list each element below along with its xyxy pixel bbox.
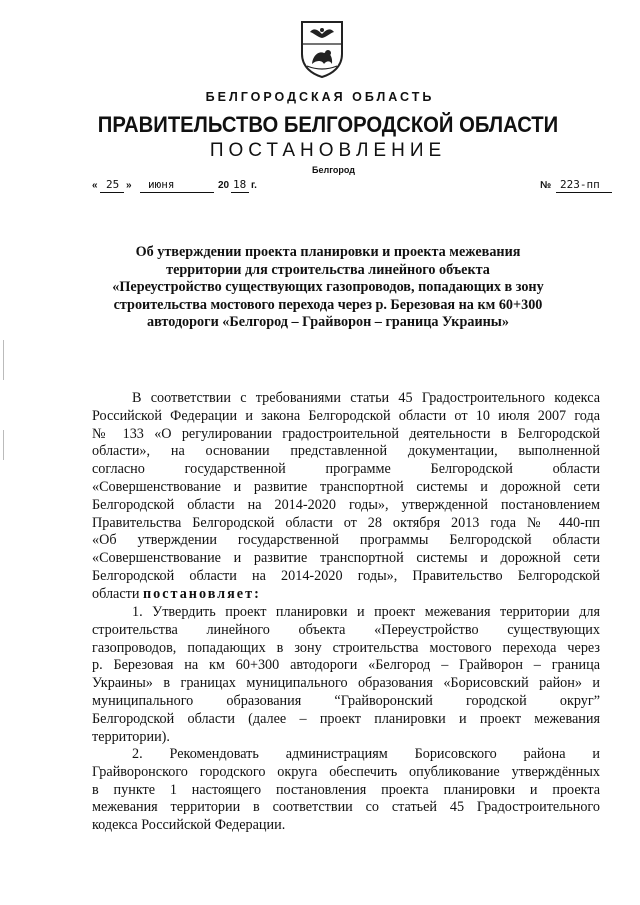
date-month: июня (148, 178, 175, 191)
number-label: № (540, 180, 552, 191)
text-line: «Совершенствование и развитие транспортной системы и дорожной сети (92, 478, 600, 495)
text-fragment: области (92, 585, 140, 602)
date-close-quote: » (126, 180, 132, 191)
title-line: территории для строительства линейного объекта (166, 261, 490, 278)
government-name: ПРАВИТЕЛЬСТВО БЕЛГОРОДСКОЙ ОБЛАСТИ (97, 112, 559, 137)
document-title (100, 244, 556, 332)
text-line: кодекса Российской Федерации. (92, 817, 286, 834)
text-line: Украины» в границах муниципального образования «Борисовский район» и (92, 675, 600, 692)
text-line: «Об утверждении государственной программы Белгородской области (92, 532, 600, 549)
text-line: Белгородской области на 2014-2020 годы», утвержденной постановлением (92, 496, 600, 513)
text-line: 2. Рекомендовать администрациям Борисовского района и (132, 746, 600, 762)
city-name: Белгород (312, 165, 355, 175)
text-line: муниципального образования “Грайворонский городской округ” (92, 692, 600, 709)
text-line: «Совершенствование и развитие транспортной системы и дорожной сети (92, 550, 600, 567)
text-line: газопроводов, попадающих в зону строительства мостового перехода через (92, 639, 600, 656)
resolves-word: постановляет: (142, 585, 261, 602)
text-line: Белгородской области (далее – проект планировки и проект межевания (92, 710, 600, 727)
title-line: «Переустройство существующих газопроводов, попадающих в зону (112, 279, 544, 295)
text-line: 1. Утвердить проект планировки и проект межевания территории для (132, 604, 600, 620)
text-line: Правительства Белгородской области от 28 октября 2013 года № 440-пп (92, 514, 600, 531)
text-line: Белгородской области на 2014-2020 годы», Правительство Белгородской (92, 567, 600, 584)
number-underline (556, 192, 612, 193)
day-underline (100, 192, 124, 193)
document-type: ПОСТАНОВЛЕНИЕ (209, 140, 447, 161)
date-year-suffix: 18 (233, 178, 247, 191)
year-underline (231, 192, 249, 193)
text-line: межевания территории в соответствии со статьей 45 Градостроительного (92, 799, 600, 816)
text-line: области», на основании представленной документации, выполненной (92, 443, 600, 460)
date-open-quote: « (92, 180, 98, 191)
scan-mark (3, 340, 4, 380)
text-line: территории). (92, 728, 170, 745)
title-line: автодороги «Белгород – Грайворон – граница Украины» (147, 314, 509, 330)
month-underline (140, 192, 214, 193)
text-line: р. Березовая на км 60+300 автодороги «Белгород – Грайворон – граница (92, 657, 600, 674)
scan-mark (3, 430, 4, 460)
title-line: Об утверждении проекта планировки и проекта межевания (135, 244, 521, 260)
number-value: 223-пп (560, 178, 600, 191)
text-line: В соответствии с требованиями статьи 45 Градостроительного кодекса (132, 390, 600, 406)
date-day: 25 (106, 178, 120, 191)
preamble-paragraph (92, 390, 600, 604)
date-year-abbr: г. (251, 180, 257, 191)
text-line: Грайворонского городского округа обеспечить опубликование утверждённых (92, 763, 600, 780)
item-1-paragraph (92, 604, 600, 746)
text-line: согласно государственной программе Белгородской области (92, 461, 600, 478)
date-year-prefix: 20 (218, 180, 230, 191)
title-line: строительства мостового перехода через р. Березовая на км 60+300 (113, 296, 543, 313)
text-line: в пункте 1 настоящего постановления проекта планировки и проекта (92, 781, 600, 798)
coat-of-arms-emblem (300, 20, 344, 78)
number-line (540, 178, 620, 194)
text-line: № 133 «О регулировании градостроительной деятельности в Белгородской (92, 425, 600, 442)
text-line (92, 586, 600, 604)
region-name: БЕЛГОРОДСКАЯ ОБЛАСТЬ (205, 90, 435, 104)
item-2-paragraph (92, 746, 600, 835)
text-line: Российской Федерации и закона Белгородской области от 10 июля 2007 года (92, 407, 600, 424)
text-line: строительства линейного объекта «Переустройство существующих (92, 621, 600, 638)
